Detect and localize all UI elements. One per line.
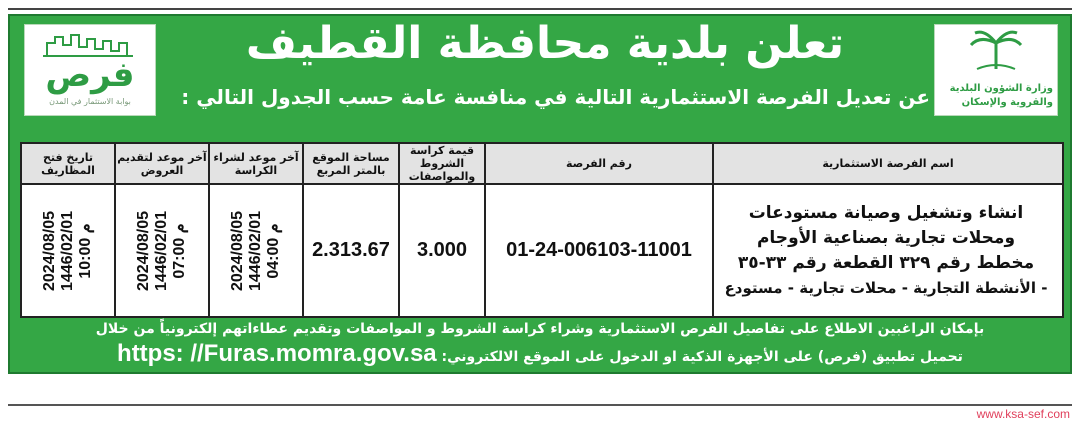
open-date-text — [41, 210, 95, 290]
opportunity-name-line: مخطط رقم ٣٢٩ القطعة رقم ٣٣-٣٥ — [737, 252, 1035, 273]
ministry-logo — [934, 24, 1058, 116]
header-number: رقم الفرصة — [485, 143, 713, 184]
bottom-rule — [8, 404, 1072, 406]
header-area: مساحة الموقع بالمتر المربع — [303, 143, 399, 184]
submit-deadline-time: 07:00 م — [171, 222, 188, 279]
submit-deadline-greg: 2024/08/05 — [135, 210, 152, 291]
furas-website-link[interactable]: https: //Furas.momra.gov.sa — [117, 340, 437, 367]
header-price: قيمة كراسة الشروط والمواصفات — [399, 143, 485, 184]
buy-deadline-hijri: 1446/02/01 — [247, 210, 264, 291]
submit-deadline-hijri: 1446/02/01 — [153, 210, 170, 291]
footer-line-2-text: تحميل تطبيق (فرص) على الأجهزة الذكية او الدخول على الموقع الالكتروني: — [441, 349, 963, 365]
submit-deadline-text — [135, 210, 189, 290]
buy-deadline-greg: 2024/08/05 — [229, 210, 246, 291]
watermark: www.ksa-sef.com — [976, 407, 1070, 421]
header-submit-deadline: آخر موعد لتقديم العروض — [115, 143, 209, 184]
table-row — [21, 184, 1063, 317]
furas-logo-main: فرص — [45, 55, 135, 95]
footer-line-1: بإمكان الراغبين الاطلاع على تفاصيل الفرص الاستثمارية وشراء كراسة الشروط و المواصفات وتقديم عطاءاتهم إلكترونياً من خلال — [95, 321, 985, 337]
opportunity-name-cell — [713, 184, 1063, 317]
site-area-cell: 2.313.67 — [303, 184, 399, 317]
top-rule — [8, 8, 1072, 10]
submit-deadline-cell — [115, 184, 209, 317]
advertisement-panel — [8, 14, 1072, 374]
palm-emblem-icon — [935, 25, 1057, 81]
buy-deadline-text — [229, 210, 283, 290]
opportunity-number-cell: 01-24-006103-11001 — [485, 184, 713, 317]
open-date-time: 10:00 م — [77, 222, 94, 279]
opportunity-name-line: ومحلات تجارية بصناعية الأوجام — [756, 227, 1016, 248]
ad-header — [10, 16, 1070, 124]
open-date-hijri: 1446/02/01 — [59, 210, 76, 291]
header-open-date: تاريخ فتح المظاريف — [21, 143, 115, 184]
ministry-logo-line1: وزارة الشؤون البلدية — [949, 83, 1053, 94]
buy-deadline-time: 04:00 م — [265, 222, 282, 279]
buy-deadline-cell — [209, 184, 303, 317]
opportunity-table — [20, 142, 1064, 318]
open-date-cell — [21, 184, 115, 317]
page-title: تعلن بلدية محافظة القطيف — [245, 18, 845, 69]
opportunity-name-line: انشاء وتشغيل وصيانة مستودعات — [748, 202, 1024, 223]
ad-footer — [18, 318, 1062, 371]
furas-logo — [24, 24, 156, 116]
page-subtitle: عن تعديل الفرصة الاستثمارية التالية في منافسة عامة حسب الجدول التالي : — [181, 85, 930, 109]
ministry-logo-line2: والقروية والإسكان — [961, 97, 1053, 108]
header-name: اسم الفرصة الاستثمارية — [713, 143, 1063, 184]
booklet-price-cell: 3.000 — [399, 184, 485, 317]
header-buy-deadline: آخر موعد لشراء الكراسة — [209, 143, 303, 184]
furas-logo-caption: بوابة الاستثمار في المدن — [49, 97, 131, 106]
open-date-greg: 2024/08/05 — [41, 210, 58, 291]
footer-line-2 — [18, 340, 1062, 371]
table-header-row — [21, 143, 1063, 184]
opportunity-name-line: - الأنشطة التجارية - محلات تجارية - مستودع — [724, 278, 1048, 297]
